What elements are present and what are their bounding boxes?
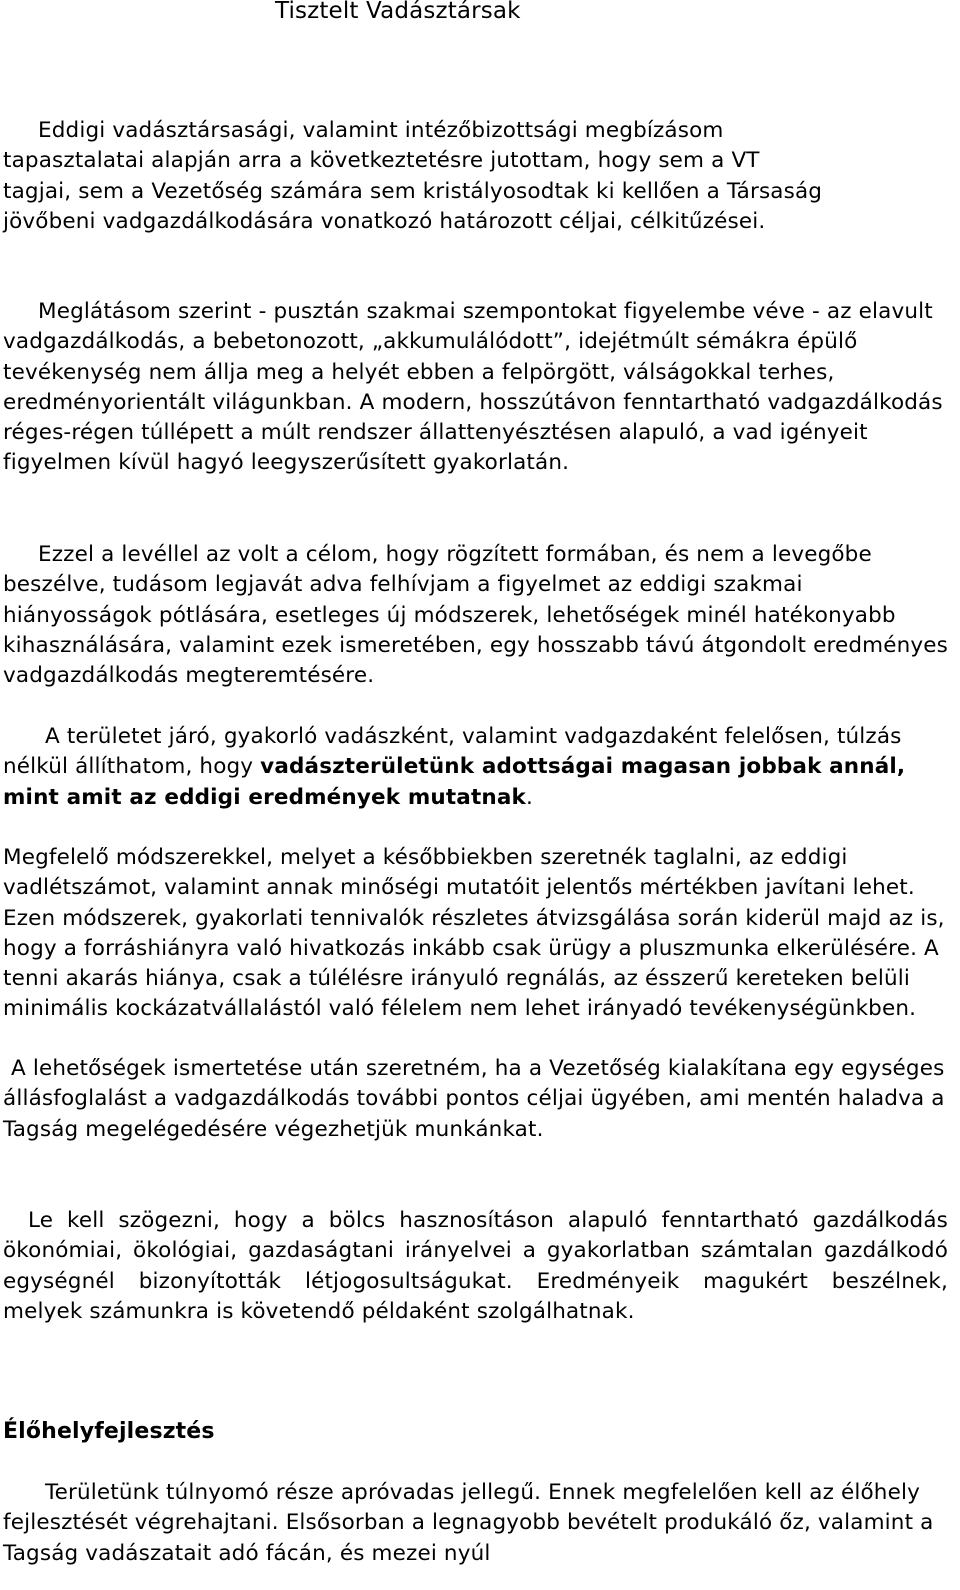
statement-bold: vadászterületünk adottságai magasan jobbak annál, mint amit az eddigi eredmények mutatnak [3,754,906,810]
section-heading: Élőhelyfejlesztés [3,1419,215,1444]
paragraph-habitat: Területünk túlnyomó része apróvadas jellegű. Ennek megfelelően kell az élőhely fejlesztését végrehajtani. Elsősorban a legnagyobb bevételt produkáló őz, valamint a Tagság vadászatait adó fácán, és mezei nyúl [3,1480,934,1566]
paragraph-purpose: Ezzel a levéllel az volt a célom, hogy rögzített formában, és nem a levegőbe beszélve, tudásom legjavát adva felhívjam a figyelmet az eddigi szakmai hiányosságok pótlására, esetleges új módszerek, lehetőségek minél hatékonyabb kihasználására, valamint ezek ismeretében, egy hosszabb távú átgondolt eredményes vadgazdálkodás megteremtésére. [3,542,949,689]
paragraph-statement [3,722,948,813]
paragraph-conclusion: Le kell szögezni, hogy a bölcs hasznosításon alapuló fenntartható gazdálkodás ökonómiai, ökológiai, gazdaságtani irányelvei a gyakorlatban számtalan gazdálkodó egységnél bizonyították létjogosultságukat. Eredményeik magukért beszélnek, melyek számunkra is követendő példaként szolgálhatnak. [3,1208,948,1324]
paragraph-intro: Eddigi vadásztársasági, valamint intézőbizottsági megbízásom tapasztalatai alapján arra a következtetésre jutottam, hogy sem a VT tagjai, sem a Vezetőség számára sem kristályosodtak ki kellően a Társaság jövőbeni vadgazdálkodására vonatkozó határozott céljai, célkitűzései. [3,118,823,234]
statement-end: . [525,784,533,810]
paragraph-opinion: Meglátásom szerint - pusztán szakmai szempontokat figyelembe véve - az elavult vadgazdálkodás, a bebetonozott, „akkumulálódott”, idejétmúlt sémákra épülő tevékenység nem állja meg a helyét ebben a felpörgött, válságokkal terhes, eredményorientált világunkban. A modern, hosszútávon fenntartható vadgazdálkodás réges-régen túllépett a múlt rendszer állattenyésztésen alapuló, a vad igényeit figyelmen kívül hagyó leegyszerűsített gyakorlatán. [3,299,943,476]
paragraph-request: A lehetőségek ismertetése után szeretném, ha a Vezetőség kialakítana egy egységes állásfoglalást a vadgazdálkodás további pontos céljai ügyében, ami mentén haladva a Tagság megelégedésére végezhetjük munkánkat. [3,1056,945,1142]
paragraph-methods: Megfelelő módszerekkel, melyet a későbbiekben szeretnék taglalni, az eddigi vadlétszámot, valamint annak minőségi mutatóit jelentős mértékben javítani lehet. Ezen módszerek, gyakorlati tennivalók részletes átvizsgálása során kiderül majd az is, hogy a forráshiányra való hivatkozás inkább csak ürügy a pluszmunka elkerülésére. A tenni akarás hiánya, csak a túlélésre irányuló regnálás, az ésszerű kereteken belüli minimális kockázatvállalástól való félelem nem lehet irányadó tevékenységünkben. [3,845,945,1022]
letter-title: Tisztelt Vadásztársak [275,0,521,24]
statement-text: A területet járó, gyakorló vadászként, valamint vadgazdaként felelősen, túlzás nélkül állíthatom, hogy [3,724,902,780]
